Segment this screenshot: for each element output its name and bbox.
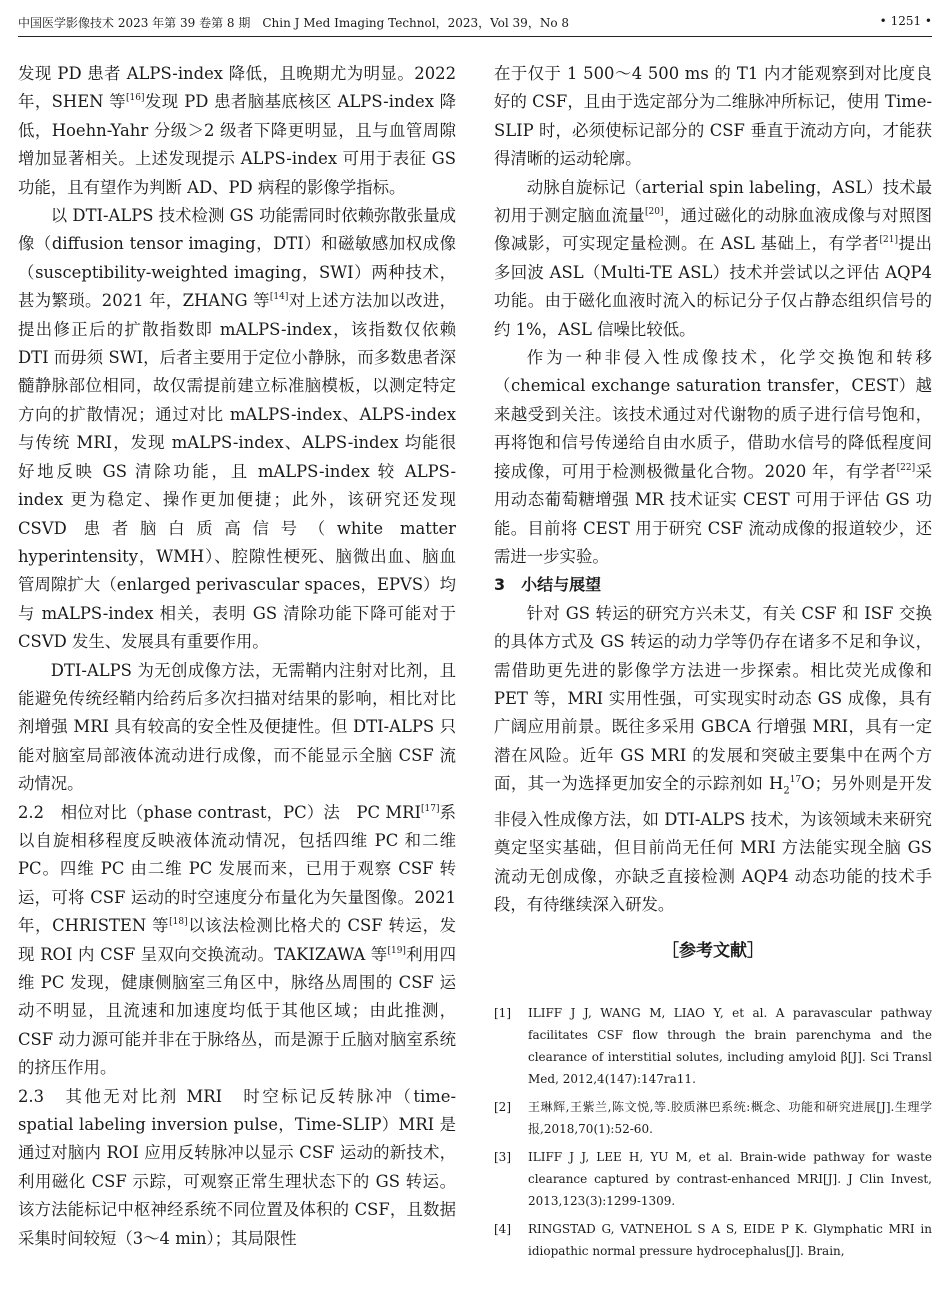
paragraph: 针对 GS 转运的研究方兴未艾，有关 CSF 和 ISF 交换的具体方式及 GS 转运的动力学等仍存在诸多不足和争议，需借助更先进的影像学方法进一步探索。相比荧光成像和 PET 等，MRI 实用性强，可实现实时动态 GS 成像，具有广阔应用前景。既往多采用 GBCA 行增强 MRI，具有一定潜在风险。近年 GS MRI 的发展和突破主要集中在两个方面，其一为选择更加安全的示踪剂如 $H_2^{17}O$；另外则是开发非侵入性成像方法，如 DTI-ALPS 技术，为该领域未来研究奠定坚实基础，但目前尚无任何 MRI 方法能实现全脑 GS 流动无创成像，亦缺乏直接检测 AQP4 动态功能的技术手段，有待继续深入研发。 [494, 603, 932, 915]
citation[interactable]: [21] [879, 235, 899, 246]
reference-text: ILIFF J J, WANG M, LIAO Y, et al. A paravascular pathway facilitates CSF flow through the brain parenchyma and the clearance of interstitial solutes, including amyloid β[J]. Sci Transl Med, 2012,4(147):147ra11. [528, 1005, 932, 1086]
paragraph: 以 DTI-ALPS 技术检测 GS 功能需同时依赖弥散张量成像（diffusion tensor imaging，DTI）和磁敏感加权成像（susceptibility-weighted imaging，SWI）两种技术，甚为繁琐。2021 年，ZHANG 等[14]对上述方法加以改进，提出修正后的扩散指数即 mALPS-index，该指数仅依赖 DTI 而毋须 SWI，后者主要用于定位小静脉，而多数患者深髓静脉部位相同，故仅需提前建立标准脑模板，以测定特定方向的扩散情况；通过对比 mALPS-index、ALPS-index 与传统 MRI，发现 mALPS-index、ALPS-index 均能很好地反映 GS 清除功能，且 mALPS-index 较 ALPS-index 更为稳定、操作更加便捷；此外，该研究还发现 CSVD 患者脑白质高信号（white matter hyperintensity，WMH）、腔隙性梗死、脑微出血、脑血管周隙扩大（enlarged perivascular spaces，EPVS）均与 mALPS-index 相关，表明 GS 清除功能下降可能对于 CSVD 发生、发展具有重要作用。 [18, 206, 457, 652]
reference-item [494, 1096, 932, 1140]
reference-number: [3] [494, 1149, 511, 1164]
paragraph: DTI-ALPS 为无创成像方法，无需鞘内注射对比剂，且能避免传统经鞘内给药后多次扫描对结果的影响，相比对比剂增强 MRI 具有较高的安全性及便捷性。但 DTI-ALPS 只能对脑室局部液体流动进行成像，而不能显示全脑 CSF 流动情况。 [18, 660, 456, 794]
reference-number: [2] [494, 1099, 511, 1114]
reference-number: [1] [494, 1005, 511, 1020]
right-column [494, 60, 932, 1268]
reference-text: RINGSTAD G, VATNEHOL S A S, EIDE P K. Glymphatic MRI in idiopathic normal pressure hydrocephalus[J]. Brain, [528, 1221, 932, 1258]
paragraph: 作为一种非侵入性成像技术，化学交换饱和转移（chemical exchange saturation transfer，CEST）越来越受到关注。该技术通过对代谢物的质子进行信号饱和，再将饱和信号传递给自由水质子，借助水信号的降低程度间接成像，可用于检测极微量化合物。2020 年，有学者[22]采用动态葡萄糖增强 MR 技术证实 CEST 可用于评估 GS 功能。目前将 CEST 用于研究 CSF 流动成像的报道较少，还需进一步实验。 [494, 348, 933, 566]
citation[interactable]: [16] [126, 93, 145, 104]
subsection-2-2: 2.2 相位对比（phase contrast，PC）法 PC MRI[17]系以自旋相移程度反映液体流动情况，包括四维 PC 和二维 PC。四维 PC 由二维 PC 发展而来，已用于观察 CSF 转运，可将 CSF 运动的时空速度分布量化为矢量图像。2021 年，CHRISTEN 等[18]以该法检测比格犬的 CSF 转运，发现 ROI 内 CSF 呈双向交换流动。TAKIZAWA 等[19]利用四维 PC 发现，健康侧脑室三角区中，脉络丛周围的 CSF 运动不明显，且流速和加速度均低于其他区域；由此推测，CSF 动力源可能并非在于脉络丛，而是源于丘脑对脑室系统的挤压作用。 [18, 802, 457, 1078]
citation[interactable]: [19] [387, 945, 406, 956]
paragraph: 动脉自旋标记（arterial spin labeling，ASL）技术最初用于测定脑血流量[20]，通过磁化的动脉血液成像与对照图像减影，可实现定量检测。在 ASL 基础上，有学者[21]提出多回波 ASL（Multi-TE ASL）技术并尝试以之评估 AQP4 功能。由于磁化血液时流入的标记分子仅占静态组织信号的约 1%，ASL 信噪比较低。 [494, 177, 933, 339]
running-header [18, 10, 932, 37]
citation[interactable]: [20] [645, 207, 664, 218]
reference-text: ILIFF J J, LEE H, YU M, et al. Brain-wide pathway for waste clearance captured by contrast-enhanced MRI[J]. J Clin Invest, 2013,123(3):1299-1309. [528, 1149, 932, 1208]
left-column [18, 60, 456, 1253]
reference-text: 王琳辉,王紫兰,陈文悦,等.胶质淋巴系统:概念、功能和研究进展[J].生理学报,2018,70(1):52-60. [528, 1099, 932, 1136]
journal-running-title: 中国医学影像技术 2023 年第 39 卷第 8 期 Chin J Med Imaging Technol，2023，Vol 39，No 8 [18, 16, 569, 30]
reference-item [494, 1002, 932, 1090]
reference-item [494, 1218, 932, 1262]
page-number: • 1251 • [879, 14, 932, 28]
citation[interactable]: [18] [169, 917, 188, 928]
paragraph: 在于仅于 1 500～4 500 ms 的 T1 内才能观察到对比度良好的 CSF，且由于选定部分为二维脉冲所标记，使用 Time-SLIP 时，必须使标记部分的 CSF 垂直于流动方向，才能获得清晰的运动轮廓。 [494, 64, 932, 169]
reference-item [494, 1146, 932, 1212]
citation[interactable]: [22] [896, 462, 916, 473]
subsection-2-3: 2.3 其他无对比剂 MRI 时空标记反转脉冲（time-spatial labeling inversion pulse，Time-SLIP）MRI 是通过对脑内 ROI 应用反转脉冲以显示 CSF 运动的新技术，利用磁化 CSF 示踪，可观察正常生理状态下的 GS 转运。该方法能标记中枢神经系统不同位置及体积的 CSF，且数据采集时间较短（3～4 min）；其局限性 [18, 1086, 456, 1248]
reference-number: [4] [494, 1221, 511, 1236]
citation[interactable]: [17] [420, 803, 440, 814]
reference-list [494, 1002, 932, 1262]
section-title: 3 小结与展望 [494, 575, 602, 595]
subsection-heading: 2.2 相位对比（phase contrast，PC）法 PC MRI [18, 802, 421, 822]
paragraph: 发现 PD 患者 ALPS-index 降低，且晚期尤为明显。2022 年，SHEN 等[16]发现 PD 患者脑基底核区 ALPS-index 降低，Hoehn-Yahr 分级＞2 级者下降更明显，且与血管周隙增加显著相关。上述发现提示 ALPS-index 可用于表征 GS 功能，且有望作为判断 AD、PD 病程的影像学指标。 [18, 64, 456, 197]
citation[interactable]: [14] [269, 292, 289, 303]
references-title: ［参考文献］ [662, 941, 764, 962]
